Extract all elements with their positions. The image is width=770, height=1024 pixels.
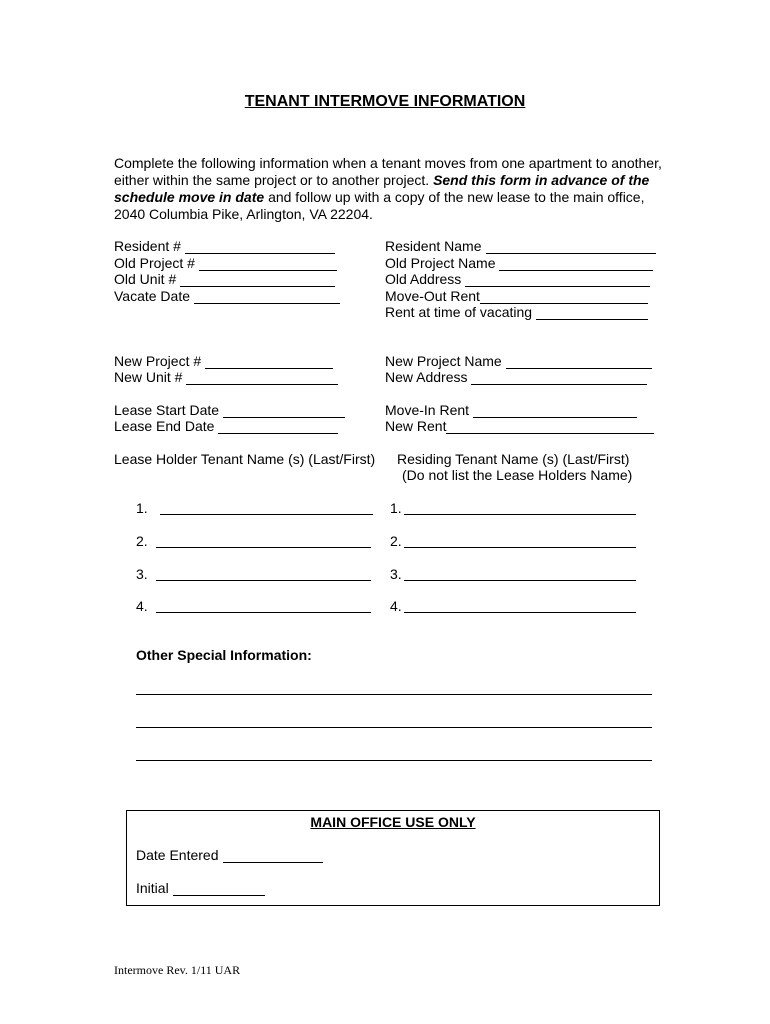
- new-project-number-field[interactable]: [114, 353, 333, 369]
- residing-line-2[interactable]: [404, 547, 636, 548]
- new-project-name-label: New Project Name: [385, 353, 502, 369]
- residing-line-3[interactable]: [404, 580, 636, 581]
- lease-holder-number-4: 4.: [136, 598, 148, 614]
- old-project-number-field[interactable]: [114, 255, 337, 271]
- initial-label: Initial: [136, 880, 169, 896]
- old-unit-number-line[interactable]: [180, 274, 335, 287]
- rent-at-vacating-field[interactable]: [385, 304, 648, 320]
- other-info-line-2[interactable]: [136, 727, 652, 728]
- resident-number-field[interactable]: [114, 238, 335, 254]
- lease-end-date-line[interactable]: [218, 421, 338, 434]
- main-office-title: MAIN OFFICE USE ONLY: [310, 814, 476, 830]
- lease-end-date-label: Lease End Date: [114, 418, 215, 434]
- move-out-rent-field[interactable]: [385, 288, 648, 304]
- other-info-line-1[interactable]: [136, 694, 652, 695]
- new-unit-number-label: New Unit #: [114, 369, 183, 385]
- date-entered-label: Date Entered: [136, 847, 219, 863]
- old-project-name-field[interactable]: [385, 255, 653, 271]
- move-out-rent-line[interactable]: [480, 291, 648, 304]
- lease-holder-line-3[interactable]: [156, 580, 371, 581]
- intro-paragraph: [114, 155, 674, 223]
- rent-at-vacating-label: Rent at time of vacating: [385, 304, 533, 320]
- form-footer: Intermove Rev. 1/11 UAR: [114, 963, 241, 977]
- residing-number-4: 4.: [390, 598, 402, 614]
- form-title: TENANT INTERMOVE INFORMATION: [244, 93, 526, 110]
- old-address-label: Old Address: [385, 271, 462, 287]
- resident-name-field[interactable]: [385, 238, 656, 254]
- new-address-field[interactable]: [385, 369, 647, 385]
- lease-start-date-field[interactable]: [114, 402, 345, 418]
- move-in-rent-label: Move-In Rent: [385, 402, 470, 418]
- old-address-line[interactable]: [465, 274, 650, 287]
- residing-tenant-header: Residing Tenant Name (s) (Last/First): [397, 451, 630, 467]
- old-project-number-label: Old Project #: [114, 255, 195, 271]
- other-info-line-3[interactable]: [136, 760, 652, 761]
- new-project-number-label: New Project #: [114, 353, 202, 369]
- residing-number-2: 2.: [390, 533, 402, 549]
- new-unit-number-field[interactable]: [114, 369, 338, 385]
- lease-start-date-label: Lease Start Date: [114, 402, 220, 418]
- lease-holder-header: Lease Holder Tenant Name (s) (Last/First): [114, 451, 376, 467]
- vacate-date-field[interactable]: [114, 288, 340, 304]
- old-unit-number-label: Old Unit #: [114, 271, 177, 287]
- new-project-number-line[interactable]: [205, 356, 333, 369]
- new-project-name-line[interactable]: [506, 356, 652, 369]
- move-in-rent-line[interactable]: [473, 405, 637, 418]
- move-out-rent-label: Move-Out Rent: [385, 288, 480, 304]
- residing-number-1: 1.: [390, 500, 402, 516]
- lease-holder-line-2[interactable]: [156, 547, 371, 548]
- other-info-label: Other Special Information:: [136, 647, 312, 663]
- old-unit-number-field[interactable]: [114, 271, 335, 287]
- vacate-date-label: Vacate Date: [114, 288, 191, 304]
- move-in-rent-field[interactable]: [385, 402, 637, 418]
- new-rent-label: New Rent: [385, 418, 447, 434]
- lease-holder-line-4[interactable]: [156, 612, 371, 613]
- resident-name-label: Resident Name: [385, 238, 482, 254]
- new-rent-line[interactable]: [446, 421, 654, 434]
- old-address-field[interactable]: [385, 271, 650, 287]
- date-entered-field[interactable]: [136, 847, 323, 863]
- old-project-name-label: Old Project Name: [385, 255, 496, 271]
- lease-holder-line-1[interactable]: [160, 514, 373, 515]
- intro-text-2: and follow up with a copy of the new lease to the main office, 2040 Columbia Pike, Arlington, VA 22204.: [114, 189, 645, 222]
- residing-line-1[interactable]: [404, 514, 636, 515]
- intro-text-1: Complete the following information when a tenant moves from one apartment to another, either within the same project or to another project.: [114, 155, 662, 188]
- resident-number-label: Resident #: [114, 238, 181, 254]
- lease-holder-number-3: 3.: [136, 566, 148, 582]
- date-entered-line[interactable]: [223, 850, 323, 863]
- new-address-line[interactable]: [471, 372, 647, 385]
- main-office-box: [126, 810, 660, 906]
- intro-emphasis: Send this form in advance of the schedule move in date: [114, 172, 650, 205]
- residing-tenant-subheader: (Do not list the Lease Holders Name): [402, 467, 633, 483]
- initial-field[interactable]: [136, 880, 265, 896]
- new-unit-number-line[interactable]: [186, 372, 338, 385]
- resident-name-line[interactable]: [486, 241, 656, 254]
- lease-end-date-field[interactable]: [114, 418, 338, 434]
- new-address-label: New Address: [385, 369, 468, 385]
- old-project-name-line[interactable]: [499, 258, 653, 271]
- lease-start-date-line[interactable]: [223, 405, 345, 418]
- rent-at-vacating-line[interactable]: [536, 307, 648, 320]
- residing-number-3: 3.: [390, 566, 402, 582]
- old-project-number-line[interactable]: [199, 258, 337, 271]
- resident-number-line[interactable]: [185, 241, 335, 254]
- lease-holder-number-1: 1.: [136, 500, 148, 516]
- new-rent-field[interactable]: [385, 418, 654, 434]
- vacate-date-line[interactable]: [194, 291, 340, 304]
- lease-holder-number-2: 2.: [136, 533, 148, 549]
- new-project-name-field[interactable]: [385, 353, 652, 369]
- residing-line-4[interactable]: [404, 612, 636, 613]
- initial-line[interactable]: [173, 883, 265, 896]
